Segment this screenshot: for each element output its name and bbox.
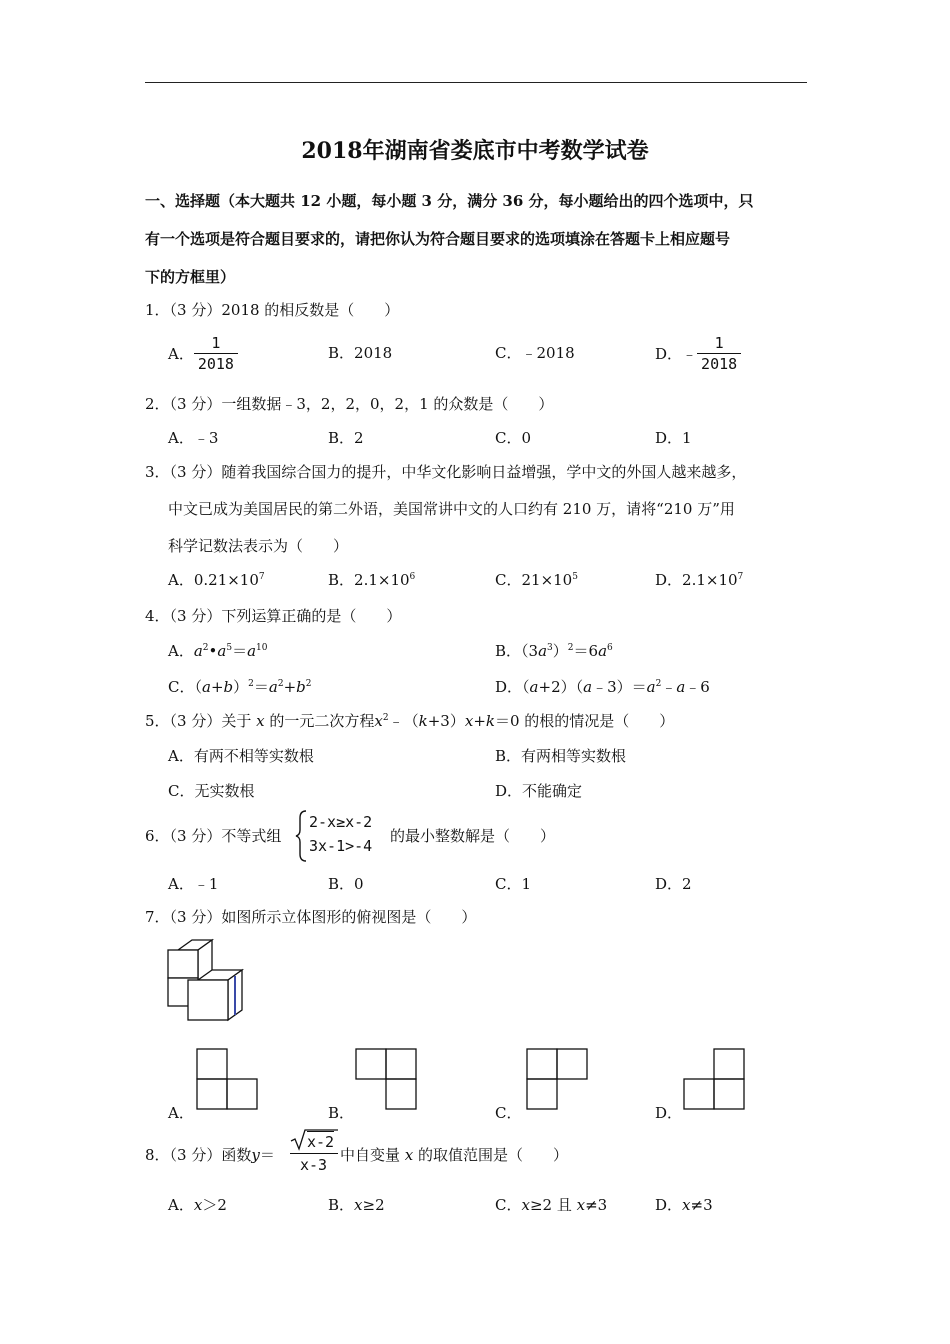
- question-3-option-a: A．$0.21\times 10^7$: [168, 571, 265, 589]
- question-4-option-b: B．$(3a^3)^2=6a^6$: [495, 642, 613, 660]
- question-6-option-a: A．﹣1: [168, 875, 219, 893]
- question-8-stem-suffix: 中自变量 x 的取值范围是（ ）: [340, 1146, 569, 1164]
- sqrt-symbol: [290, 1129, 308, 1151]
- option-a-top-view: [196, 1048, 260, 1112]
- question-2-option-a: A．﹣3: [168, 429, 219, 447]
- question-4-stem: 4．（3 分）下列运算正确的是（ ）: [145, 607, 402, 625]
- option-d-top-view: [683, 1048, 747, 1112]
- fraction-denominator: x-3: [300, 1156, 328, 1174]
- question-6-option-d: D．2: [655, 875, 692, 893]
- question-1-option-b: B．2018: [328, 344, 393, 362]
- question-2-stem: 2．（3 分）一组数据﹣3，2，2，0，2，1 的众数是（ ）: [145, 395, 554, 413]
- question-8-stem-prefix: 8．（3 分）函数y＝: [145, 1146, 275, 1164]
- question-3-option-b: B．$2.1\times 10^6$: [328, 571, 416, 589]
- question-7-option-a: A．: [168, 1104, 194, 1122]
- question-6-option-b: B．0: [328, 875, 364, 893]
- question-1-option-d: D．﹣ $\frac{1}{2018}$: [655, 334, 741, 373]
- fraction-bar: [290, 1153, 338, 1154]
- header-rule: [145, 82, 807, 83]
- question-7-stem: 7．（3 分）如图所示立体图形的俯视图是（ ）: [145, 908, 477, 926]
- question-7-option-c: C．: [495, 1104, 522, 1122]
- inequality-system: [309, 810, 372, 858]
- question-3-stem-line-3: 科学记数法表示为（ ）: [168, 537, 349, 555]
- question-2-option-b: B．2: [328, 429, 364, 447]
- question-5-option-d: D．不能确定: [495, 782, 583, 800]
- question-7-option-d: D．: [655, 1104, 683, 1122]
- question-3-option-c: C．$21\times 10^5$: [495, 571, 578, 589]
- inequality-line-1: 2-x≥x-2: [309, 813, 373, 831]
- question-2-option-c: C．0: [495, 429, 532, 447]
- question-3-stem-line-1: 3．（3 分）随着我国综合国力的提升，中华文化影响日益增强，学中文的外国人越来越多，: [145, 463, 747, 481]
- question-6-option-c: C．1: [495, 875, 532, 893]
- question-6-stem-suffix: 的最小整数解是（ ）: [390, 827, 556, 845]
- question-4-option-d: D．$(a+2)(a﹣3)=a^2﹣a﹣6$: [495, 678, 710, 696]
- inequality-brace: [296, 810, 308, 862]
- cube-solid-figure: [160, 936, 250, 1026]
- question-3-stem-line-2: 中文已成为美国居民的第二外语，美国常讲中文的人口约有 210 万，请将“210 万”用: [168, 500, 735, 518]
- question-5-option-b: B．有两相等实数根: [495, 747, 627, 765]
- question-8-option-b: B．x≥2: [328, 1196, 385, 1214]
- section-heading-line-2: 有一个选项是符合题目要求的，请把你认为符合题目要求的选项填涂在答题卡上相应题号: [145, 230, 731, 248]
- question-8-option-a: A．x＞2: [168, 1196, 227, 1214]
- question-7-option-b: B．: [328, 1104, 355, 1122]
- question-1-option-c: C．﹣2018: [495, 344, 575, 362]
- question-2-option-d: D．1: [655, 429, 692, 447]
- option-c-top-view: [526, 1048, 590, 1112]
- question-5-option-a: A．有两不相等实数根: [168, 747, 314, 765]
- question-4-option-c: C．$(a+b)^2=a^2+b^2$: [168, 678, 312, 696]
- section-heading-line-3: 下的方框里）: [145, 268, 236, 286]
- question-5-stem: 5．（3 分）关于 x 的一元二次方程$x^2﹣(k+3)x+k=0$ 的根的情况是（ ）: [145, 712, 675, 730]
- question-8-option-c: C．x≥2 且 x≠3: [495, 1196, 608, 1214]
- inequality-line-2: 3x-1>-4: [309, 837, 373, 855]
- question-4-option-a: A．$a^2•a^5=a^{10}$: [168, 642, 268, 660]
- question-1-option-a: A． $\frac{1}{2018}$: [168, 334, 238, 373]
- option-b-top-view: [355, 1048, 419, 1112]
- section-heading-line-1: 一、选择题（本大题共 12 小题，每小题 3 分，满分 36 分，每小题给出的四个选项中，只: [145, 192, 754, 210]
- question-6-stem-prefix: 6．（3 分）不等式组: [145, 827, 282, 845]
- question-1-stem: 1．（3 分）2018 的相反数是（ ）: [145, 301, 400, 319]
- question-5-option-c: C．无实数根: [168, 782, 255, 800]
- fraction-numerator: x-2: [307, 1133, 335, 1151]
- question-8-option-d: D．x≠3: [655, 1196, 713, 1214]
- page-title: 2018年湖南省娄底市中考数学试卷: [301, 138, 649, 164]
- question-3-option-d: D．$2.1\times 10^7$: [655, 571, 744, 589]
